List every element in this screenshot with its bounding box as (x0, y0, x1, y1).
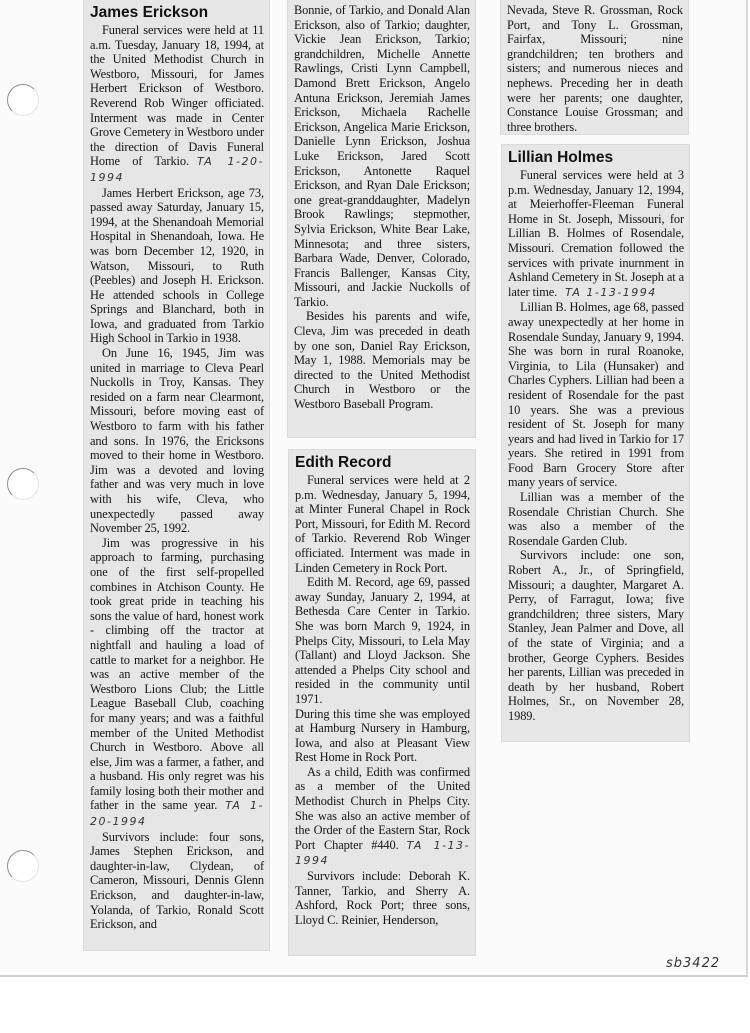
obituary-title-james: James Erickson (90, 4, 209, 21)
obituary-title-lillian: Lillian Holmes (508, 149, 614, 166)
binder-hole-bottom (7, 850, 39, 882)
handwritten-date-note: TA 1-13-1994 (565, 285, 657, 299)
james-paragraph-2: James Herbert Erickson, age 73, passed away Saturday, January 15, 1994, at the Shenandoah Memorial Hospital in Shenandoah, Iowa. He was born December 12, 1920, in Watson, Missouri, to Ruth (Peebles) and Joseph H. Erickson. He attended schools in College Springs and Blanchard, both in Iowa, and graduated from Tarkio High School in Tarkio in 1938. (90, 185, 264, 346)
lillian-paragraph-4: Survivors include: one son, Robert A., Jr., of Springfield, Missouri; a daughter, Margaret A. Perry, of Farragut, Iowa; five grandchildren; three sisters, Mary Stanley, Jean Palmer and Dove, all of the state of Virginia; and a brother, George Cyphers. Besides her parents, Lillian was preceded in death by her husband, Robert Holmes, Sr., on November 28, 1989. (508, 548, 684, 723)
lillian-paragraph-3: Lillian was a member of the Rosendale Christian Church. She was also a member of the Rosendale Garden Club. (508, 490, 684, 548)
james-paragraph-4: Jim was progressive in his approach to farming, purchasing one of the first self-propelled combines in Atchison County. He took great pride in teaching his sons the value of hard, honest work - climbing off the tractor at nightfall and hauling a load of cattle to market for a neighbor. He was an active member of the Westboro Lions Club; the Little League Baseball Club, coaching for many years; and was a faithful member of the United Methodist Church in Westboro. Above all else, Jim was a farmer, a father, and a husband. His only regret was his family losing both their mother and father in the same year. TA 1-20-1994 (90, 535, 264, 829)
clipping-james-erickson-part1 (84, 0, 269, 950)
obituary-title-edith: Edith Record (295, 454, 392, 471)
edith-paragraph-3: During this time she was employed at Hamburg Nursery in Hamburg, Iowa, and also at Pleasant View Rest Home in Rock Port. (295, 706, 470, 765)
clipping-edith-record-part2 (501, 0, 688, 134)
edith-paragraph-4: As a child, Edith was confirmed as a member of the United Methodist Church in Phelps City. She was also an active member of the Order of the Eastern Star, Rock Port Chapter #440. TA 1-13-1994 (295, 764, 470, 868)
clipping-lillian-holmes (502, 145, 689, 741)
binder-hole-top (7, 84, 39, 116)
handwritten-catalog-id: sb3422 (666, 956, 721, 971)
binder-hole-middle (7, 468, 39, 500)
edith-paragraph-2: Edith M. Record, age 69, passed away Sunday, January 2, 1994, at Bethesda Care Center in Tarkio. She was born March 9, 1924, in Phelps City, Missouri, to Lela May (Tallant) and Lloyd Jackson. She attended a Phelps City school and resided in the community until 1971. (295, 575, 470, 706)
james-paragraph-3: On June 16, 1945, Jim was united in marriage to Cleva Pearl Nuckolls in Troy, Kansas. They resided on a farm near Clearmont, Missouri, before moving east of Westboro to farm with his father and sons. In 1976, the Ericksons moved to their home in Westboro. Jim was a devoted and loving father and was very much in love with his wife, Cleva, who unexpectedly passed away November 25, 1992. (90, 346, 264, 536)
clipping-james-erickson-part2 (288, 0, 475, 437)
lillian-paragraph-2: Lillian B. Holmes, age 68, passed away unexpectedly at her home in Rosendale Sunday, January 9, 1994. She was born in rural Roanoke, Virginia, to Lila (Hunsaker) and Charles Cyphers. Lillian had been a resident of Rosendale for the past 10 years. She was a previous resident of St. Joseph for many years and had lived in Tarkio for 17 years. She retired in 1991 from Food Barn Grocery Store after many years of service. (508, 300, 684, 490)
edith-paragraph-1: Funeral services were held at 2 p.m. Wednesday, January 5, 1994, at Minter Funeral Chapel in Rock Port, Missouri, for Edith M. Record of Tarkio. Reverend Rob Winger officiated. Interment was made in Linden Cemetery in Rock Port. (295, 473, 470, 575)
clipping-edith-record-part1 (289, 450, 475, 955)
edith-paragraph-6: Nevada, Steve R. Grossman, Rock Port, and Tony L. Grossman, Fairfax, Missouri; nine grandchildren; ten brothers and sisters; and numerous nieces and nephews. Preceding her in death were her parents; one daughter, Constance Louise Grossman; and three brothers. (507, 3, 683, 134)
james-paragraph-7: Besides his parents and wife, Cleva, Jim was preceded in death by one son, Daniel Ray Erickson, May 1, 1988. Memorials may be directed to the United Methodist Church in Westboro or the Westboro Baseball Program. (294, 309, 470, 412)
james-paragraph-6: Bonnie, of Tarkio, and Donald Alan Erickson, also of Tarkio; daughter, Vickie Jean Erickson, Tarkio; grandchildren, Michelle Annette Rawlings, Cristi Lynn Campbell, Damond Brett Erickson, Angelo Antuna Erickson, Jeremiah James Erickson, Michaela Rachelle Erickson, Angelica Marie Erickson, Danielle Lynn Erickson, Joshua Luke Erickson, Jared Scott Erickson, Antonette Raquel Erickson, and Ryan Dale Erickson; one great-granddaughter, Madelyn Brook Rawlings; stepmother, Sylvia Erickson, White Bear Lake, Minnesota; and three sisters, Barbara Wade, Denver, Colorado, Francis Ballenger, Kansas City, Missouri, and Jackie Nuckolls of Tarkio. (294, 3, 470, 309)
handwritten-date-note: TA 1-13-1994 (295, 838, 470, 868)
lillian-paragraph-1: Funeral services were held at 3 p.m. Wednesday, January 12, 1994, at Meierhoffer-Fleeman Funeral Home in St. Joseph, Missouri, for Lillian B. Holmes of Rosendale, Missouri. Cremation followed the services with private inurnment in Ashland Cemetery in St. Joseph at a later time. TA 1-13-1994 (508, 168, 684, 299)
handwritten-date-note: TA 1-20-1994 (90, 799, 264, 829)
james-paragraph-5: Survivors include: four sons, James Stephen Erickson, and daughter-in-law, Clydean, of Cameron, Missouri, Dennis Glenn Erickson, and daughter-in-law, Yolanda, of Tarkio, Ronald Scott Erickson, and (90, 829, 264, 932)
handwritten-date-note: TA 1-20-1994 (90, 155, 264, 184)
james-paragraph-1: Funeral services were held at 11 a.m. Tuesday, January 18, 1994, at the United Methodist Church in Westboro, Missouri, for James Herbert Erickson of Westboro. Reverend Rob Winger officiated. Interment was made in Center Grove Cemetery in Westboro under the direction of Davis Funeral Home of Tarkio. TA 1-20-1994 (90, 23, 264, 184)
edith-paragraph-5: Survivors include: Deborah K. Tanner, Tarkio, and Sherry A. Ashford, Rock Port; three sons, Lloyd C. Reinier, Henderson, (295, 869, 470, 927)
